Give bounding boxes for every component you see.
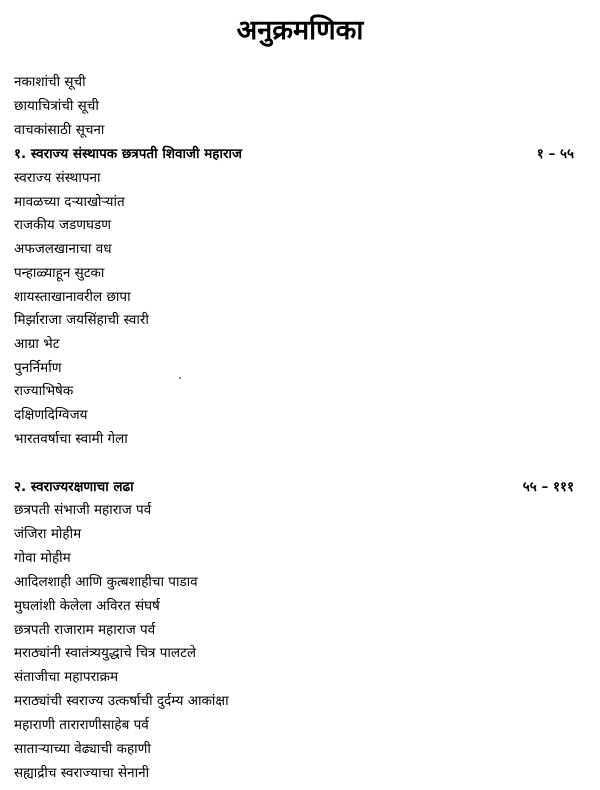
toc-item: आग्रा भेट xyxy=(14,336,60,352)
front-matter-item: वाचकांसाठी सूचना xyxy=(14,122,105,138)
toc-item: आदिलशाही आणि कुत्बशाहीचा पाडाव xyxy=(14,574,198,590)
toc-item: शायस्ताखानावरील छापा xyxy=(14,289,131,305)
front-matter-item: छायाचित्रांची सूची xyxy=(14,98,99,114)
stray-dot xyxy=(179,377,181,379)
toc-item: पन्हाळ्याहून सुटका xyxy=(14,265,105,281)
toc-item: दक्षिणदिग्विजय xyxy=(14,407,88,423)
toc-item: साताऱ्याच्या वेढ्याची कहाणी xyxy=(14,741,151,757)
toc-item: संताजीचा महापराक्रम xyxy=(14,669,119,685)
toc-item: अफजलखानाचा वध xyxy=(14,241,112,257)
toc-item: स्वराज्य संस्थापना xyxy=(14,170,101,186)
page-title: अनुक्रमणिका xyxy=(236,15,364,46)
chapter-page-range: १ – ५५ xyxy=(536,146,574,162)
toc-item: मराठ्यांची स्वराज्य उत्कर्षाची दुर्दम्य आकांक्षा xyxy=(14,693,229,709)
toc-item: छत्रपती संभाजी महाराज पर्व xyxy=(14,502,152,518)
toc-item: महाराणी ताराराणीसाहेब पर्व xyxy=(14,717,149,733)
toc-item: जंजिरा मोहीम xyxy=(14,526,82,542)
toc-item: राजकीय जडणघडण xyxy=(14,217,111,233)
chapter-page-range: ५५ – १११ xyxy=(522,479,574,495)
toc-item: राज्याभिषेक xyxy=(14,383,74,399)
toc-item: पुनर्निर्माण xyxy=(14,360,62,376)
toc-item: मुघलांशी केलेला अविरत संघर्ष xyxy=(14,598,160,614)
toc-item: मिर्झाराजा जयसिंहाची स्वारी xyxy=(14,312,149,328)
toc-item: छत्रपती राजाराम महाराज पर्व xyxy=(14,622,156,638)
toc-item: सह्याद्रीच स्वराज्याचा सेनानी xyxy=(14,765,150,781)
toc-item: भारतवर्षाचा स्वामी गेला xyxy=(14,431,128,447)
chapter-heading: २. स्वराज्यरक्षणाचा लढा xyxy=(14,479,134,495)
chapter-heading: १. स्वराज्य संस्थापक छत्रपती शिवाजी महाराज xyxy=(14,146,242,162)
toc-item: मराठ्यांनी स्वातंत्र्ययुद्धाचे चित्र पालटले xyxy=(14,645,197,661)
toc-item: मावळच्या दऱ्याखोऱ्यांत xyxy=(14,194,125,210)
toc-item: गोवा मोहीम xyxy=(14,550,71,566)
front-matter-item: नकाशांची सूची xyxy=(14,74,86,90)
